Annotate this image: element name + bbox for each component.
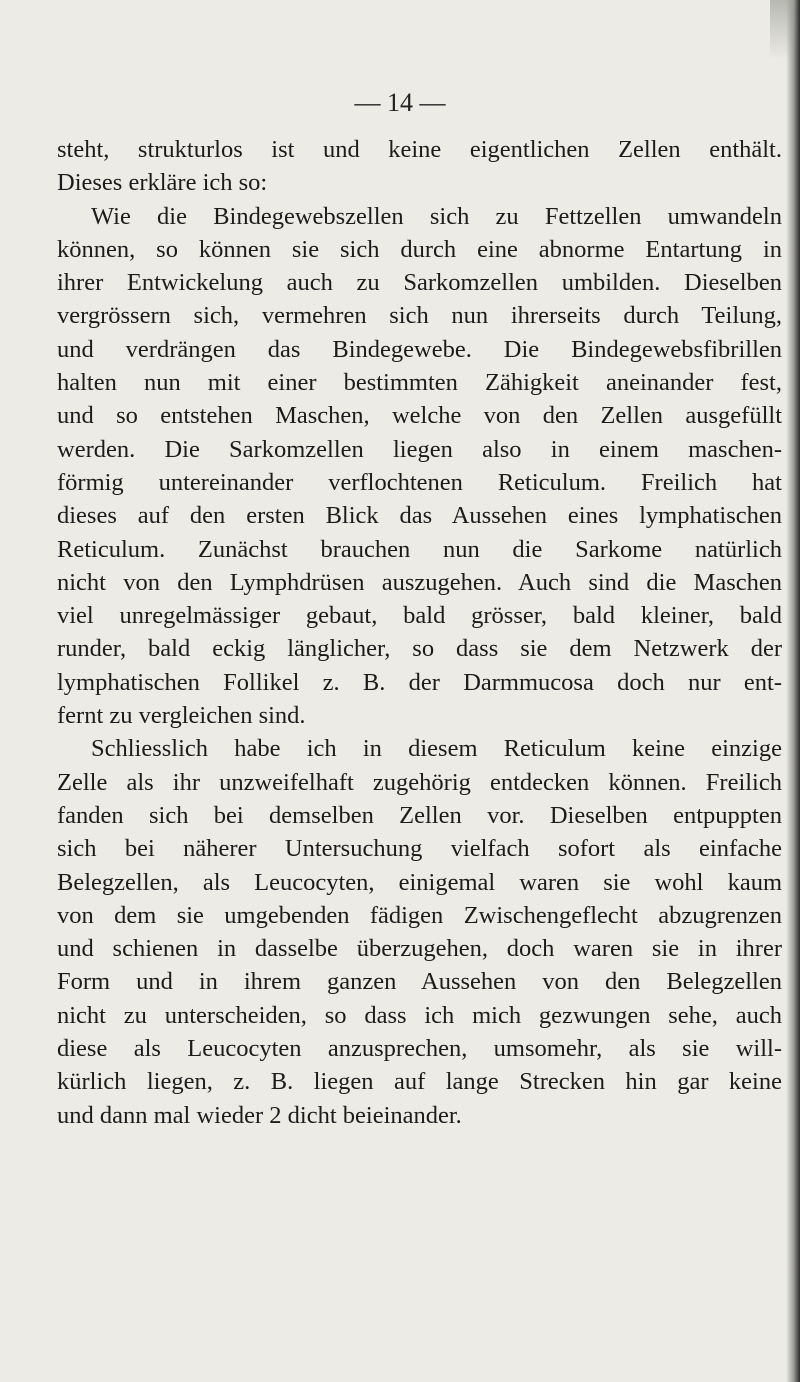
text-line: und so entstehen Maschen, welche von den Zellen ausgefüllt bbox=[57, 402, 782, 430]
text-line: fanden sich bei demselben Zellen vor. Dieselben entpuppten bbox=[57, 801, 782, 829]
text-line: viel unregelmässiger gebaut, bald grösser, bald kleiner, bald bbox=[57, 602, 782, 630]
text-line: Reticulum. Zunächst brauchen nun die Sarkome natürlich bbox=[57, 535, 782, 563]
text-line: Schliesslich habe ich in diesem Reticulum keine einzige bbox=[91, 735, 782, 763]
text-line: Dieses erkläre ich so: bbox=[57, 169, 268, 197]
text-line: Wie die Bindegewebszellen sich zu Fettzellen umwandeln bbox=[91, 202, 782, 230]
text-line: Form und in ihrem ganzen Aussehen von den Belegzellen bbox=[57, 968, 782, 996]
text-line: sich bei näherer Untersuchung vielfach sofort als einfache bbox=[57, 835, 782, 863]
binding-edge-shadow bbox=[786, 0, 800, 1382]
text-line: und verdrängen das Bindegewebe. Die Bindegewebsfibrillen bbox=[57, 335, 782, 363]
text-line: förmig untereinander verflochtenen Reticulum. Freilich hat bbox=[57, 468, 782, 496]
text-line: fernt zu vergleichen sind. bbox=[57, 702, 306, 730]
body-text bbox=[57, 133, 782, 1132]
text-line: von dem sie umgebenden fädigen Zwischengeflecht abzugrenzen bbox=[57, 901, 782, 929]
page-number: — 14 — bbox=[354, 88, 446, 117]
text-line: nicht zu unterscheiden, so dass ich mich gezwungen sehe, auch bbox=[57, 1001, 782, 1029]
text-line: runder, bald eckig länglicher, so dass sie dem Netzwerk der bbox=[57, 635, 782, 663]
text-line: Zelle als ihr unzweifelhaft zugehörig entdecken können. Freilich bbox=[57, 768, 782, 796]
text-line: halten nun mit einer bestimmten Zähigkeit aneinander fest, bbox=[57, 369, 782, 397]
text-line: und schienen in dasselbe überzugehen, doch waren sie in ihrer bbox=[57, 935, 782, 963]
text-line: vergrössern sich, vermehren sich nun ihrerseits durch Teilung, bbox=[57, 302, 782, 330]
text-line: und dann mal wieder 2 dicht beieinander. bbox=[57, 1101, 462, 1129]
text-line: Belegzellen, als Leucocyten, einigemal waren sie wohl kaum bbox=[57, 868, 782, 896]
text-line: diese als Leucocyten anzusprechen, umsomehr, als sie will- bbox=[57, 1035, 782, 1063]
text-line: steht, strukturlos ist und keine eigentlichen Zellen enthält. bbox=[57, 136, 782, 163]
text-line: ihrer Entwickelung auch zu Sarkomzellen umbilden. Dieselben bbox=[57, 269, 782, 297]
text-line: werden. Die Sarkomzellen liegen also in einem maschen- bbox=[57, 435, 782, 463]
text-line: lymphatischen Follikel z. B. der Darmmucosa doch nur ent- bbox=[57, 668, 782, 696]
text-line: dieses auf den ersten Blick das Aussehen eines lymphatischen bbox=[57, 502, 782, 530]
text-line: nicht von den Lymphdrüsen auszugehen. Auch sind die Maschen bbox=[57, 568, 782, 596]
text-line: können, so können sie sich durch eine abnorme Entartung in bbox=[57, 235, 782, 263]
text-line: kürlich liegen, z. B. liegen auf lange Strecken hin gar keine bbox=[57, 1068, 782, 1096]
